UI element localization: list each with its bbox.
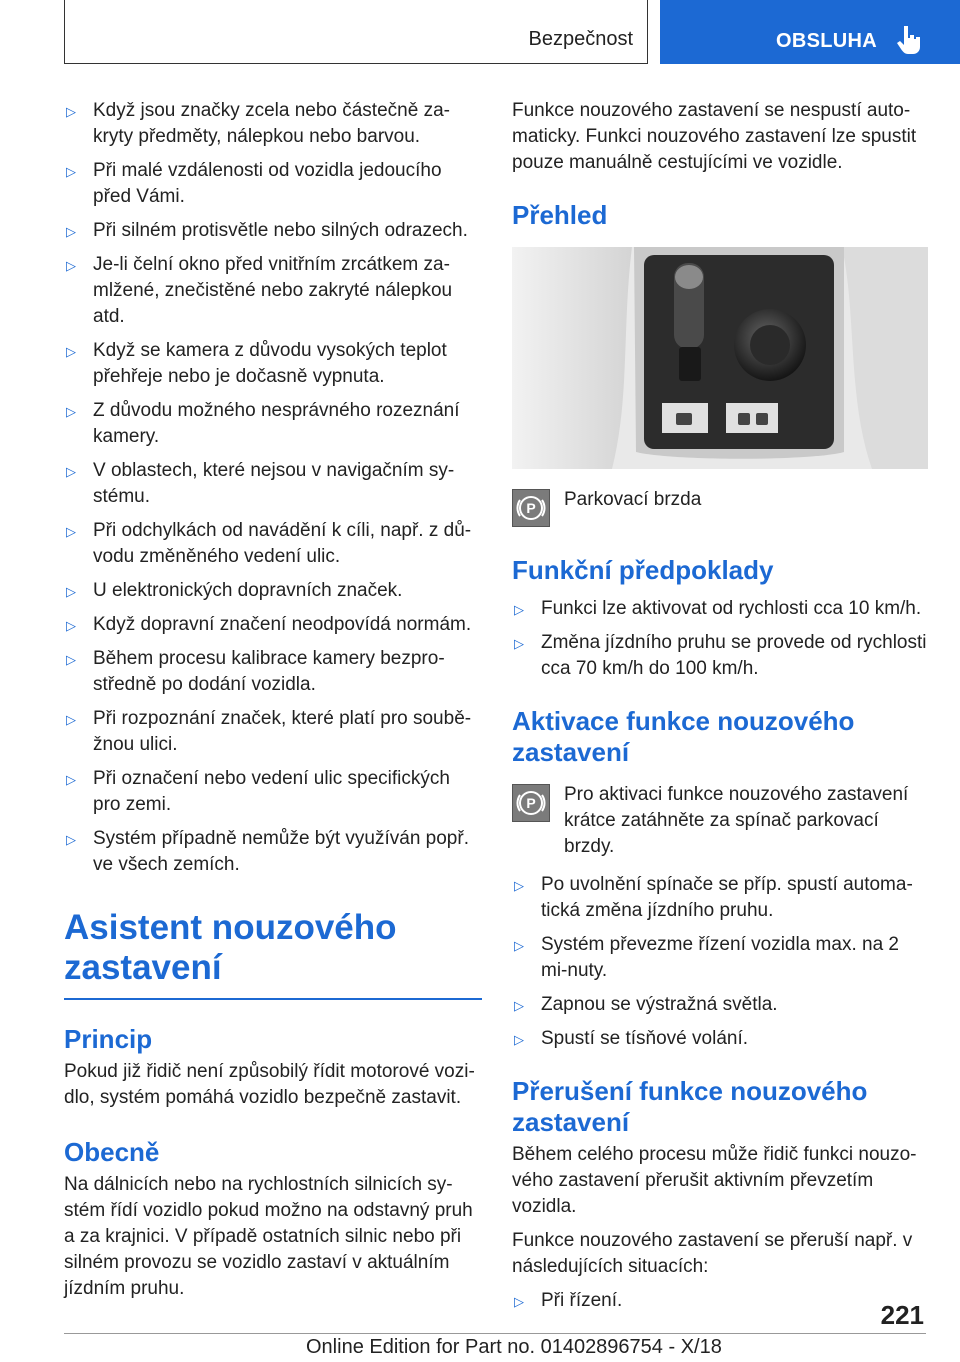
interrupt-text-1: Během celého procesu může řidič funkci nouzo-vého zastavení přerušit aktivním převzetím vozidla.	[512, 1144, 917, 1217]
list-item: ▷ Když se kamera z důvodu vysokých teplot přehřeje nebo je dočasně vypnuta.	[66, 340, 447, 387]
intro-text: Funkce nouzového zastavení se nespustí auto-maticky. Funkci nouzového zastavení lze spustit pouze manuálně cestujícími ve vozidle.	[512, 100, 917, 173]
triangle-bullet-icon: ▷	[66, 404, 76, 419]
general-text: Na dálnicích nebo na rychlostních silnicích sy-stém řídí vozidlo pokud možno na odstavný pruh a za krajnici. V případě ostatních silnic nebo při silném provozu se vozidlo zastaví v aktuálním jízdním pruhu.	[64, 1174, 473, 1299]
header-chapter-tab	[660, 0, 960, 64]
triangle-bullet-icon: ▷	[66, 584, 76, 599]
list-item: ▷ Je-li čelní okno před vnitřním zrcátkem za-mlžené, znečistěné nebo zakryté nálepkou atd.	[66, 254, 453, 327]
triangle-bullet-icon: ▷	[66, 464, 76, 479]
list-item: ▷ Při rozpoznání značek, které platí pro soubě-žnou ulici.	[66, 708, 472, 755]
list-item: ▷ Při řízení.	[512, 1288, 928, 1314]
triangle-bullet-icon: ▷	[66, 652, 76, 667]
header-chapter-title: OBSLUHA	[776, 30, 877, 52]
svg-text:P: P	[526, 500, 536, 516]
list-item: ▷ Systém případně nemůže být využíván popř. ve všech zemích.	[66, 828, 469, 875]
list-item: ▷ Změna jízdního pruhu se provede od rychlosti cca 70 km/h do 100 km/h.	[514, 632, 927, 679]
activation-list	[512, 872, 928, 1052]
list-item: ▷ Během procesu kalibrace kamery bezpro-středně po dodání vozidla.	[66, 648, 445, 695]
list-item: ▷ Při silném protisvětle nebo silných odrazech.	[64, 218, 482, 244]
overview-heading: Přehled	[512, 200, 608, 230]
triangle-bullet-icon: ▷	[66, 524, 76, 539]
parking-brake-label: Parkovací brzda	[564, 489, 702, 510]
limitations-list	[64, 98, 482, 878]
pointing-hand-icon	[896, 24, 922, 54]
triangle-bullet-icon: ▷	[66, 258, 76, 273]
list-item: ▷ Z důvodu možného nesprávného rozeznání kamery.	[66, 400, 460, 447]
triangle-bullet-icon: ▷	[514, 938, 524, 953]
interrupt-text-2: Funkce nouzového zastavení se přeruší např. v následujících situacích:	[512, 1230, 913, 1277]
activation-heading: Aktivace funkce nouzového zastavení	[512, 706, 855, 767]
header-section-title: Bezpečnost	[528, 28, 633, 50]
list-item: ▷ Funkci lze aktivovat od rychlosti cca 10 km/h.	[512, 596, 928, 622]
list-item: ▷ Zapnou se výstražná světla.	[512, 992, 928, 1018]
list-item: ▷ U elektronických dopravních značek.	[64, 578, 482, 604]
center-console-illustration	[512, 247, 928, 469]
prerequisites-heading: Funkční předpoklady	[512, 555, 774, 585]
list-item: ▷ Když dopravní značení neodpovídá normám.	[64, 612, 482, 638]
parking-brake-icon	[512, 784, 550, 822]
list-item: ▷ V oblastech, které nejsou v navigačním sy-stému.	[66, 460, 455, 507]
triangle-bullet-icon: ▷	[66, 772, 76, 787]
triangle-bullet-icon: ▷	[514, 998, 524, 1013]
triangle-bullet-icon: ▷	[66, 104, 76, 119]
header-section-box	[64, 0, 648, 64]
principle-text: Pokud již řidič není způsobilý řídit motorové vozi-dlo, systém pomáhá vozidlo bezpečně zastavit.	[64, 1061, 475, 1108]
list-item: ▷ Systém převezme řízení vozidla max. na 2 mi-nuty.	[514, 934, 899, 981]
svg-text:P: P	[526, 795, 536, 811]
activation-row	[512, 782, 928, 860]
list-item: ▷ Když jsou značky zcela nebo částečně za-kryty předměty, nálepkou nebo barvou.	[66, 100, 450, 147]
triangle-bullet-icon: ▷	[514, 602, 524, 617]
center-console-image	[512, 247, 928, 469]
triangle-bullet-icon: ▷	[514, 1032, 524, 1047]
triangle-bullet-icon: ▷	[66, 618, 76, 633]
interrupt-heading: Přerušení funkce nouzového zastavení	[512, 1076, 868, 1137]
page-number: 221	[880, 1300, 924, 1330]
triangle-bullet-icon: ▷	[66, 832, 76, 847]
right-column	[512, 98, 928, 1322]
triangle-bullet-icon: ▷	[66, 224, 76, 239]
interrupt-list	[512, 1288, 928, 1314]
triangle-bullet-icon: ▷	[514, 636, 524, 651]
principle-heading: Princip	[64, 1024, 153, 1054]
parking-brake-icon	[512, 489, 550, 527]
list-item: ▷ Po uvolnění spínače se příp. spustí automa-tická změna jízdního pruhu.	[514, 874, 913, 921]
main-section-title: Asistent nouzového zastavení	[64, 908, 482, 1000]
left-column	[64, 98, 482, 1310]
activation-text: Pro aktivaci funkce nouzového zastavení krátce zatáhněte za spínač parkovací brzdy.	[564, 784, 909, 857]
triangle-bullet-icon: ▷	[66, 164, 76, 179]
triangle-bullet-icon: ▷	[514, 1294, 524, 1309]
parking-brake-row	[512, 487, 928, 529]
triangle-bullet-icon: ▷	[66, 712, 76, 727]
triangle-bullet-icon: ▷	[66, 344, 76, 359]
triangle-bullet-icon: ▷	[514, 878, 524, 893]
list-item: ▷ Při označení nebo vedení ulic specifických pro zemi.	[66, 768, 450, 815]
footer-divider	[64, 1333, 926, 1334]
list-item: ▷ Při odchylkách od navádění k cíli, např. z dů-vodu změněného vedení ulic.	[66, 520, 472, 567]
general-heading: Obecně	[64, 1137, 160, 1167]
list-item: ▷ Spustí se tísňové volání.	[512, 1026, 928, 1052]
prerequisites-list	[512, 596, 928, 682]
list-item: ▷ Při malé vzdálenosti od vozidla jedoucího před Vámi.	[66, 160, 442, 207]
edition-text: Online Edition for Part no. 01402896754 - X/18	[306, 1336, 722, 1358]
